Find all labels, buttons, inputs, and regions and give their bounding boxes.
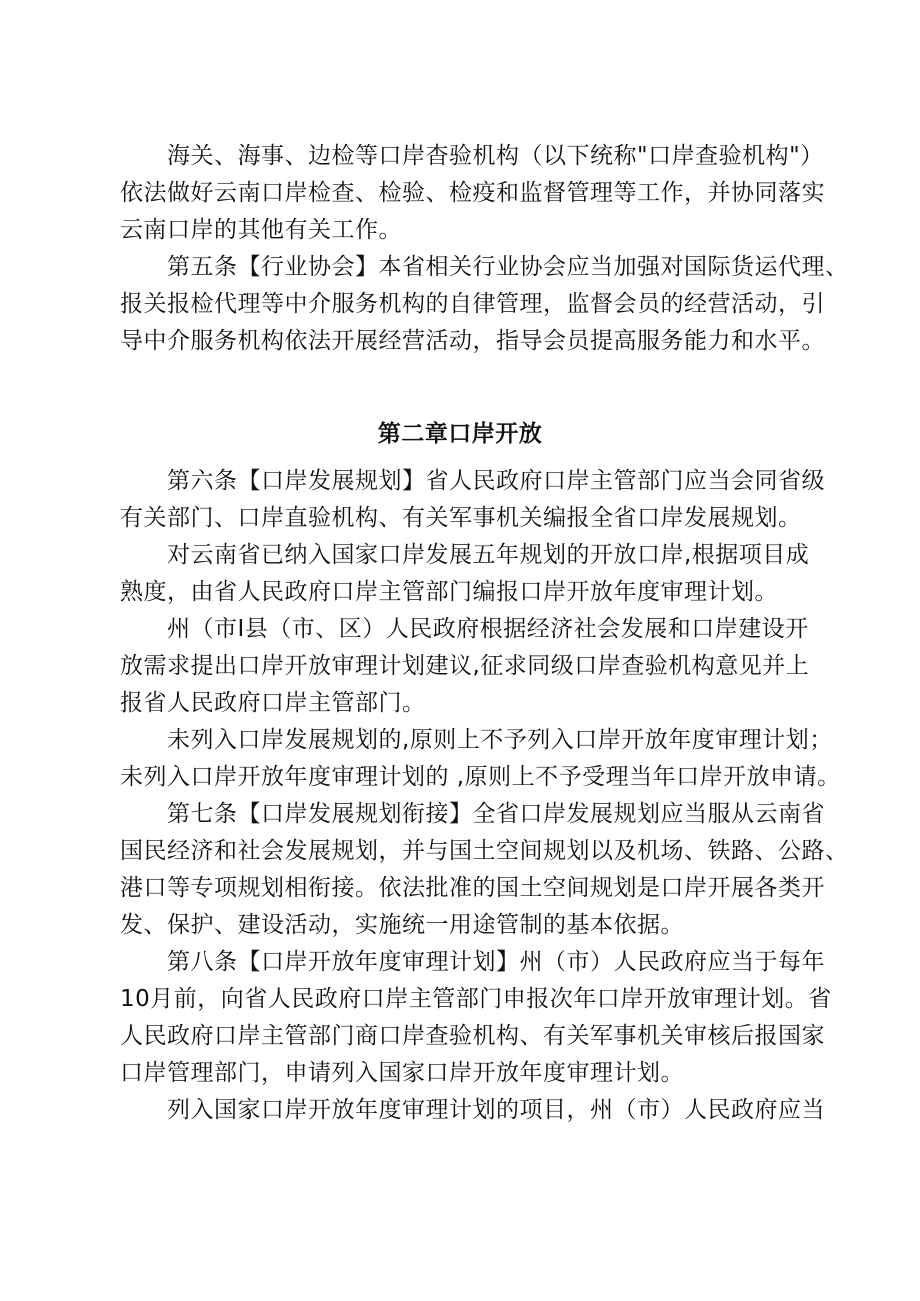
paragraph-approved-projects [120, 1092, 825, 1129]
text-line: 云南口岸的其他有关工作。 [120, 217, 402, 243]
text-line: 第六条【口岸发展规划】省人民政府口岸主管部门应当会同省级 [120, 468, 825, 494]
paragraph-not-included [120, 722, 841, 796]
text-line: 第五条【行业协会】本省相关行业协会应当加强对国际货运代理、 [120, 254, 849, 280]
text-line: 有关部门、口岸直验机构、有关军事机关编报全省口岸发展规划。 [120, 505, 802, 531]
text-line: 依法做好云南口岸检查、检验、检疫和监督管理等工作，并协同落实 [120, 180, 825, 206]
text-line: 港口等专项规划相衔接。依法批准的国土空间规划是口岸开展各类开 [120, 875, 825, 901]
text-line: 人民政府口岸主管部门商口岸查验机构、有关军事机关审核后报国家 [120, 1023, 825, 1049]
text-line: 未列入口岸开放年度审理计划的 ,原则上不予受理当年口岸开放申请。 [120, 764, 841, 790]
text-line: 报关报检代理等中介服务机构的自律管理，监督会员的经营活动，引 [120, 291, 825, 317]
text-line: 第八条【口岸开放年度审理计划】州（市）人民政府应当于每年 [120, 949, 825, 975]
paragraph-inspection-agencies [120, 138, 825, 249]
paragraph-article-8 [120, 944, 832, 1092]
paragraph-five-year-plan [120, 537, 820, 611]
chapter-heading: 第二章口岸开放 [377, 421, 543, 447]
text-line: 对云南省已纳入国家口岸发展五年规划的开放口岸,根据项目成 [120, 542, 810, 568]
text-line: 列入国家口岸开放年度审理计划的项目，州（市）人民政府应当 [120, 1097, 825, 1123]
text-line: 放需求提出口岸开放审理计划建议,征求同级口岸查验机构意见并上 [120, 653, 810, 679]
text-line: 国民经济和社会发展规划，并与国土空间规划以及机场、铁路、公路、 [120, 838, 849, 864]
text-line: 海关、海事、边检等口岸杳验机构（以下统称"口岸查验机构"） [120, 143, 824, 169]
text-line: 口岸管理部门，申请列入国家口岸开放年度审理计划。 [120, 1060, 684, 1086]
paragraph-article-6 [120, 463, 825, 537]
text-line: 10月前，向省人民政府口岸主管部门申报次年口岸开放审理计划。省 [120, 986, 832, 1012]
text-line: 未列入口岸发展规划的,原则上不予列入口岸开放年度审理计划； [120, 727, 833, 753]
paragraph-prefecture-proposal [120, 611, 820, 722]
paragraph-article-5 [120, 249, 849, 360]
paragraph-article-7 [120, 796, 849, 944]
text-line: 报省人民政府口岸主管部门。 [120, 690, 426, 716]
text-line: 州（市I县（市、区）人民政府根据经济社会发展和口岸建设开 [120, 616, 809, 642]
text-line: 熟度，由省人民政府口岸主管部门编报口岸开放年度审理计划。 [120, 579, 778, 605]
text-line: 发、保护、建设活动，实施统一用途管制的基本依据。 [120, 912, 684, 938]
text-line: 第七条【口岸发展规划衔接】全省口岸发展规划应当服从云南省 [120, 801, 825, 827]
text-line: 导中介服务机构依法开展经营活动，指导会员提高服务能力和水平。 [120, 328, 825, 354]
